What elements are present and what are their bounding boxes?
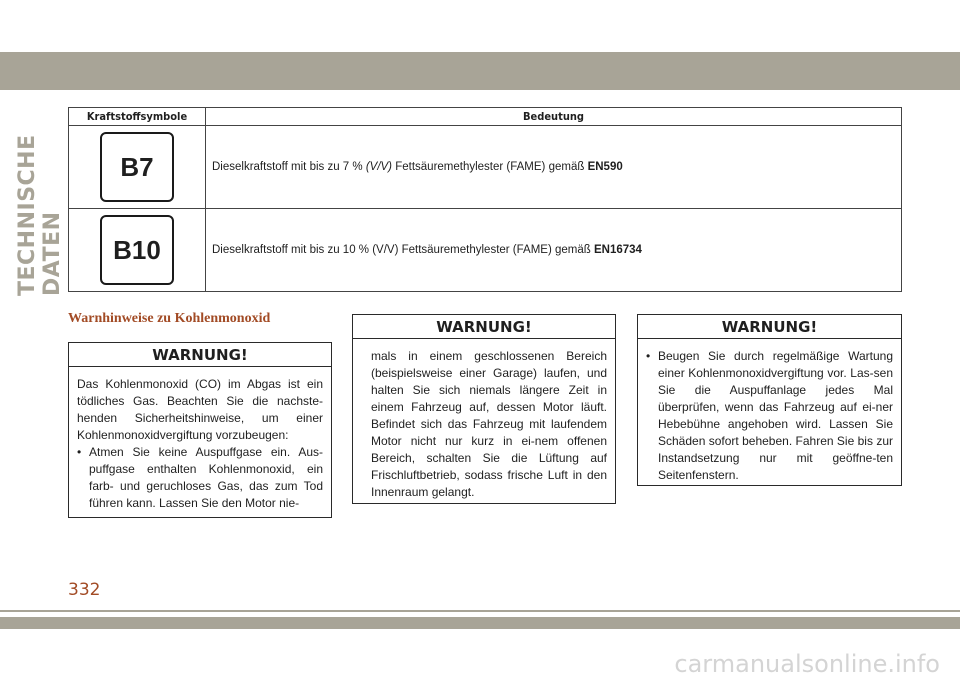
warning-heading: WARNUNG! [69,343,331,367]
table-row [69,126,902,209]
section-side-title: TECHNISCHE DATEN [15,134,65,296]
b7-fuel-symbol: B7 [100,132,174,202]
header-band [0,52,960,90]
table-cell-meaning: Dieselkraftstoff mit bis zu 7 % (V/V) Fettsäuremethylester (FAME) gemäß EN590 [206,126,902,209]
fuel-symbol-table [68,107,902,292]
column-header-meaning: Bedeutung [206,108,902,126]
column-header-symbols: Kraftstoffsymbole [69,108,206,126]
warning-heading: WARNUNG! [353,315,615,339]
warning-heading: WARNUNG! [638,315,901,339]
table-cell-meaning: Dieselkraftstoff mit bis zu 10 % (V/V) Fettsäuremethylester (FAME) gemäß EN16734 [206,209,902,292]
page-number: 332 [68,580,101,600]
table-header-row [69,108,902,126]
b10-fuel-symbol: B10 [100,215,174,285]
list-item: • Atmen Sie keine Auspuffgase ein. Aus-puffgase enthalten Kohlenmonoxid, ein farb- und geruchloses Gas, das zum Tod führen kann. Lassen Sie den Motor nie- [77,445,323,510]
bullet-icon: • [646,349,651,363]
warning-box-2 [352,314,616,504]
list-item: • Beugen Sie durch regelmäßige Wartung einer Kohlenmonoxidvergiftung vor. Las-sen Sie die Auspuffanlage jedes Mal überprüfen, wenn das Fahrzeug auf ei-ner Hebebühne angehoben wird. Lassen Sie Schäden sofort beheben. Fahren Sie bis zur Instandsetzung nur mit geöffne-ten Seitenfenstern. [646,349,893,482]
section-heading: Warnhinweise zu Kohlenmonoxid [68,311,271,326]
warning-box-3 [637,314,902,486]
warning-intro: Das Kohlenmonoxid (CO) im Abgas ist ein tödliches Gas. Beachten Sie die nachste-henden Sicherheitshinweise, um einer Kohlenmonoxidvergiftung vorzubeugen: [77,377,323,442]
warning-box-1 [68,342,332,518]
footer-band [0,617,960,629]
bullet-icon: • [77,445,82,459]
warning-text: mals in einem geschlossenen Bereich (beispielsweise einer Garage) laufen, und halten Sie sich niemals längere Zeit in einem Fahrzeug auf, dessen Motor läuft. Befindet sich das Fahrzeug mit laufendem Motor nicht nur kurz in ei-nem offenen Bereich, schalten Sie die Lüftung auf Frischluftbetrieb, sodass frische Luft in den Innenraum gelangt. [371,349,607,499]
footer-line [0,610,960,612]
table-row [69,209,902,292]
watermark-text: carmanualsonline.info [674,650,940,678]
